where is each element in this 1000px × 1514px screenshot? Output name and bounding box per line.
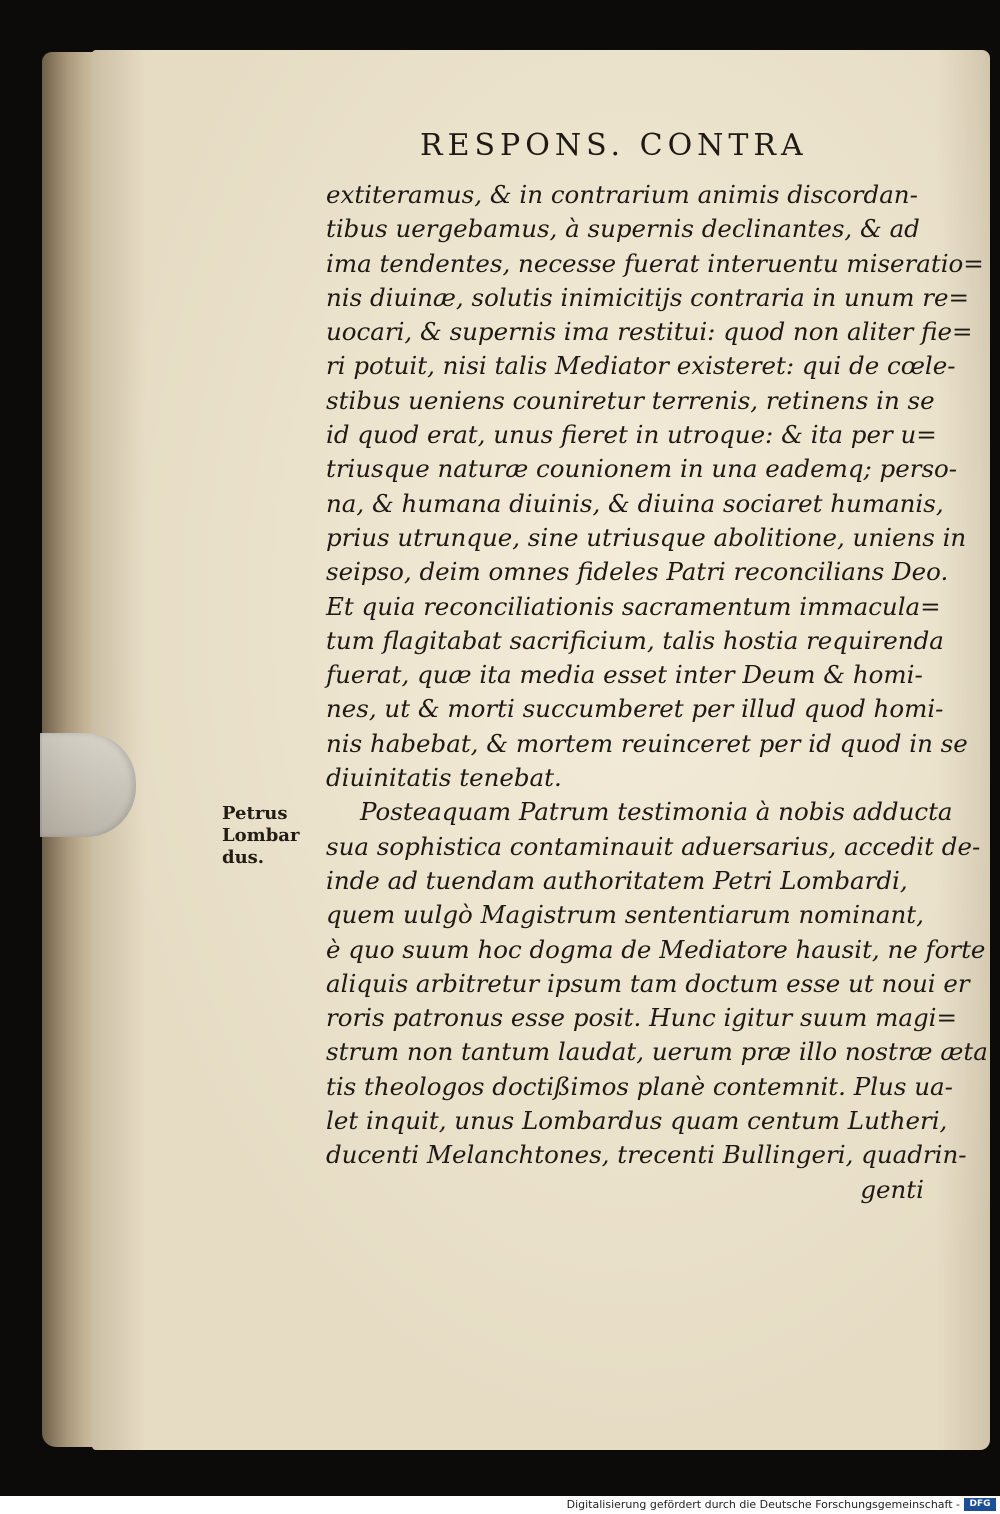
text-line: uocari, & supernis ima restitui: quod non aliter fie=	[326, 317, 973, 347]
text-line: nis habebat, & mortem reuinceret per id quod in se	[326, 728, 968, 758]
footer-bar	[0, 1496, 1000, 1514]
text-line: tum flagitabat sacrificium, talis hostia requirenda	[326, 625, 944, 655]
text-line: tibus uergebamus, à supernis declinantes, & ad	[326, 214, 920, 244]
text-line: seipso, deim omnes fideles Patri reconcilians Deo.	[326, 557, 949, 587]
text-line: quem uulgò Magistrum sententiarum nominant,	[326, 900, 924, 930]
text-line: ima tendentes, necesse fuerat interuentu miseratio=	[326, 248, 984, 278]
text-line: strum non tantum laudat, uerum præ illo nostræ æta	[326, 1037, 988, 1067]
text-line: ri potuit, nisi talis Mediator existeret: qui de cœle-	[326, 351, 956, 381]
text-line: inde ad tuendam authoritatem Petri Lombardi,	[326, 865, 908, 895]
funding-credit: Digitalisierung gefördert durch die Deutsche Forschungsgemeinschaft -	[566, 1498, 960, 1511]
text-line: stibus ueniens couniretur terrenis, retinens in se	[326, 385, 935, 415]
catchword: genti	[860, 1174, 924, 1204]
text-line: sua sophistica contaminauit aduersarius, accedit de-	[326, 831, 981, 861]
text-line: Posteaquam Patrum testimonia à nobis adducta	[360, 797, 953, 827]
text-line: fuerat, quæ ita media esset inter Deum & homi-	[326, 660, 923, 690]
body-text	[326, 178, 988, 1207]
running-head: RESPONS. CONTRA	[420, 128, 808, 163]
text-line: nes, ut & morti succumberet per illud quod homi-	[326, 694, 944, 724]
page-clip	[40, 733, 136, 837]
text-line: diuinitatis tenebat.	[326, 763, 562, 793]
text-line: roris patronus esse posit. Hunc igitur suum magi=	[326, 1003, 958, 1033]
text-line: triusque naturæ counionem in una eademq; perso-	[326, 454, 958, 484]
dfg-logo: DFG	[964, 1498, 996, 1511]
text-line: Et quia reconciliationis sacramentum immacula=	[326, 591, 941, 621]
text-line: nis diuinæ, solutis inimicitijs contraria in unum re=	[326, 282, 970, 312]
marginal-note-line: Petrus	[222, 803, 288, 824]
text-line: è quo suum hoc dogma de Mediatore hausit, ne forte	[326, 934, 986, 964]
text-line: na, & humana diuinis, & diuina sociaret humanis,	[326, 488, 944, 518]
text-line: ducenti Melanchtones, trecenti Bullingeri, quadrin-	[326, 1140, 967, 1170]
text-line: prius utrunque, sine utriusque abolitione, uniens in	[326, 522, 967, 552]
marginal-note-line: Lombar	[222, 825, 300, 846]
marginal-note-line: dus.	[222, 847, 265, 868]
text-line: let inquit, unus Lombardus quam centum Lutheri,	[326, 1106, 948, 1136]
marginal-note	[222, 803, 299, 869]
text-line: aliquis arbitretur ipsum tam doctum esse ut noui er	[326, 968, 970, 998]
text-line: id quod erat, unus fieret in utroque: & ita per u=	[326, 420, 937, 450]
text-line: tis theologos doctißimos planè contemnit. Plus ua-	[326, 1071, 953, 1101]
text-line: extiteramus, & in contrarium animis discordan-	[326, 180, 918, 209]
